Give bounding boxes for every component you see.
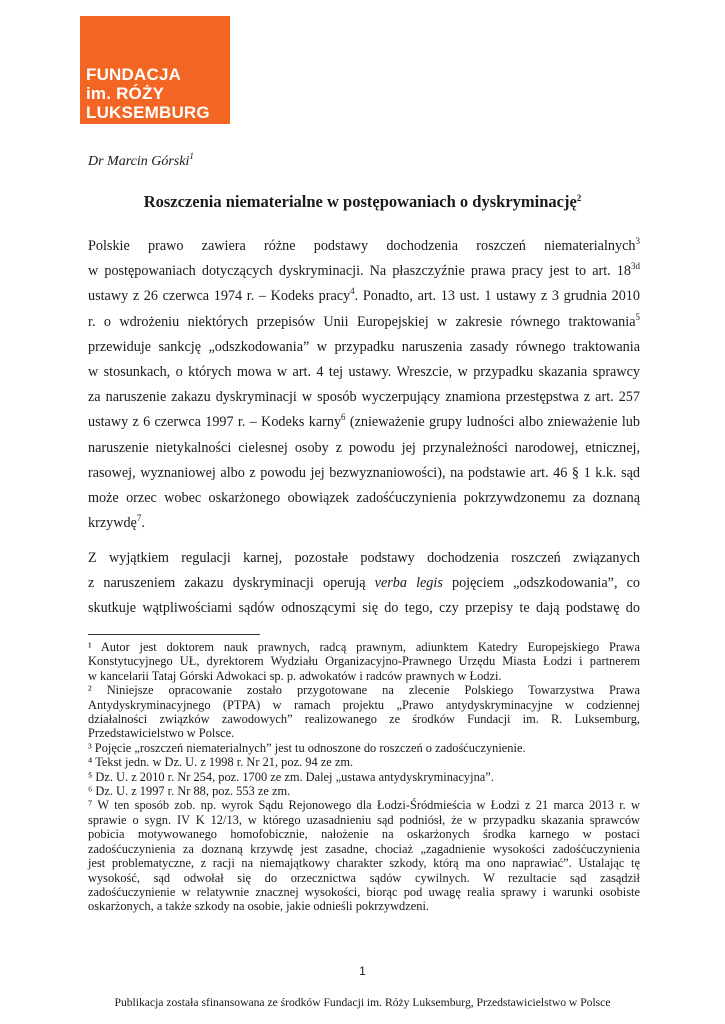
logo-line-2: im. RÓŻY: [86, 84, 165, 103]
footnote-6: ⁶ Dz. U. z 1997 r. Nr 88, poz. 553 ze zm.: [88, 784, 291, 799]
footnote-5: ⁵ Dz. U. z 2010 r. Nr 254, poz. 1700 ze zm. Dalej „ustawa antydyskryminacyjna”.: [88, 769, 494, 784]
footnote-line: wysokość, sąd odwołał się do orzecznictwa sądów cywilnych. W rezultacie sąd zasądził: [88, 870, 640, 885]
footnote-separator: [88, 634, 260, 635]
text-line: [88, 511, 640, 536]
footnote-ref: 2: [576, 193, 582, 203]
text-run: . Ponadto, art. 13 ust. 1 ustawy z 3 grudnia 2010: [354, 288, 640, 305]
text-line: [88, 310, 640, 335]
text-run: r. o wdrożeniu niektórych przepisów Unii Europejskiej w zakresie równego traktowania: [88, 313, 636, 330]
text-line: rasowej, wyznaniowej albo z powodu jej bezwyznaniowości), na podstawie art. 46 § 1 k.k. sąd: [88, 464, 640, 481]
text-line: w stosunkach, o których mowa w art. 4 tej ustawy. Wreszcie, w przypadku skazania sprawcy: [88, 363, 640, 380]
text-line: skutkuje wątpliwościami sądów odnoszącymi się do tego, czy przepisy te dają podstawę do: [88, 600, 640, 617]
footnote-line: Konstytucyjnego UŁ, dyrektorem Wydziału Organizacyjno-Prawnego Urzędu Miasta Łodzi i partnerem: [88, 654, 640, 669]
paragraph-2: [88, 546, 640, 622]
text-line: [88, 410, 640, 435]
text-line: [88, 571, 640, 596]
footnote-3: ³ Pojęcie „roszczeń niematerialnych” jest tu odnoszone do roszczeń o zadośćuczynienie.: [88, 740, 526, 755]
text-line: przewiduje sankcję „odszkodowania” w przypadku naruszenia zasady równego traktowania: [88, 338, 640, 355]
footnote-ref: 7: [136, 513, 142, 524]
text-run: pojęciem „odszkodowania”, co: [442, 575, 640, 592]
footnote-line: oskarżonych, a także szkody na osobie, jakie odnieśli pokrzywdzeni.: [88, 899, 429, 914]
footnote-ref: 5: [635, 311, 640, 322]
page-footer: Publikacja została sfinansowana ze środków Fundacji im. Róży Luksemburg, Przedstawicielstwo w Polsce: [114, 996, 611, 1009]
footnote-line: ⁷ W ten sposób zob. np. wyrok Sądu Rejonowego dla Łodzi-Śródmieścia w Łodzi z 21 marca 2013 r. w: [88, 798, 640, 813]
text-line: za naruszenie zakazu dyskryminacji w sposób wyczerpujący znamiona przestępstwa z art. 257: [88, 389, 640, 406]
footnote-ref: 4: [350, 286, 355, 297]
text-run: ustawy z 6 czerwca 1997 r. – Kodeks karny: [88, 414, 342, 431]
footnote-line: w kancelarii Tataj Górski Adwokaci sp. p. adwokatów i radców prawnych w Łodzi.: [88, 668, 502, 683]
footnote-1: [88, 640, 640, 683]
document-title: [0, 192, 725, 212]
text-run: krzywdę: [88, 515, 137, 532]
text-line: [88, 234, 640, 259]
text-run: ustawy z 26 czerwca 1974 r. – Kodeks pracy: [88, 288, 351, 305]
footnote-line: jest problematyczne, z racji na niemajątkowy charakter szkody, którą ma ono naprawiać”. Ustalając tę: [88, 856, 640, 871]
title-text: Roszczenia niematerialne w postępowaniach o dyskryminację: [143, 192, 577, 211]
footnote-4: ⁴ Tekst jedn. w Dz. U. z 1998 r. Nr 21, poz. 94 ze zm.: [88, 755, 354, 770]
footnote-line: ¹ Autor jest doktorem nauk prawnych, radcą prawnym, adiunktem Katedry Europejskiego Prawa: [88, 640, 640, 654]
author-name: Dr Marcin Górski: [88, 154, 190, 169]
text-run: z naruszeniem zakazu dyskryminacji operują: [88, 575, 375, 592]
footnote-line: pobicia motywowanego homofobicznie, nałożenie na oskarżonych środka karnego w postaci: [88, 827, 640, 842]
text-line: [88, 259, 640, 284]
text-run: (znieważenie grupy ludności albo znieważenie lub: [345, 414, 640, 431]
footnote-line: zadośćuczynienie w relatywnie znacznej wysokości, biorąc pod uwagę realia sprawy i warunki osobiste: [88, 884, 640, 899]
page-number: 1: [359, 964, 366, 978]
paragraph-1: [88, 234, 640, 536]
text-line: [88, 284, 640, 309]
footnotes: [88, 640, 640, 914]
footnote-line: Antydyskryminacyjnego (PTPA) w ramach projektu „Prawo antydyskryminacyjne w codziennej: [88, 697, 640, 712]
footnote-line: sprawie o sygn. IV K 12/13, w którego uzasadnieniu sąd podniósł, że w przypadku skazania sprawców: [88, 812, 640, 827]
logo-line-1: FUNDACJA: [86, 65, 182, 84]
logo-line-3: LUKSEMBURG: [86, 103, 210, 122]
italic-term: verba legis: [374, 575, 443, 592]
footnote-line: działalności związków zawodowych” realizowanego ze środków Fundacji im. R. Luksemburg,: [88, 712, 640, 727]
footnote-line: ² Niniejsze opracowanie zostało przygotowane na zlecenie Polskiego Towarzystwa Prawa: [88, 683, 640, 698]
footnote-2: [88, 683, 640, 741]
footnote-ref: 3: [635, 236, 640, 246]
text-run: w postępowaniach dotyczących dyskryminacji. Na płaszczyźnie prawa pracy jest to art. 18: [88, 263, 631, 280]
footnote-ref: 6: [341, 412, 346, 423]
text-line: naruszenie nietykalności cielesnej osoby z powodu jej przynależności narodowej, etnicznej,: [88, 439, 640, 456]
text-line: Z wyjątkiem regulacji karnej, pozostałe podstawy dochodzenia roszczeń związanych: [88, 550, 640, 566]
foundation-logo: [80, 16, 230, 124]
footnote-line: Przedstawicielstwo w Polsce.: [88, 726, 235, 741]
text-line: może orzec wobec oskarżonego obowiązek zadośćuczynienia pokrzywdzonemu za doznaną: [88, 489, 640, 506]
author-line: [88, 151, 194, 170]
footnote-ref: 3d: [631, 261, 640, 272]
text-run: .: [141, 515, 145, 532]
footnote-7: [88, 798, 640, 913]
footnote-line: zadośćuczynienia za doznaną krzywdę jest zasadne, chociaż „zagadnienie wysokości zadośćuczynienia: [88, 841, 640, 856]
footnote-ref: 1: [189, 151, 194, 161]
text-run: Polskie prawo zawiera różne podstawy dochodzenia roszczeń niematerialnych: [88, 238, 636, 254]
